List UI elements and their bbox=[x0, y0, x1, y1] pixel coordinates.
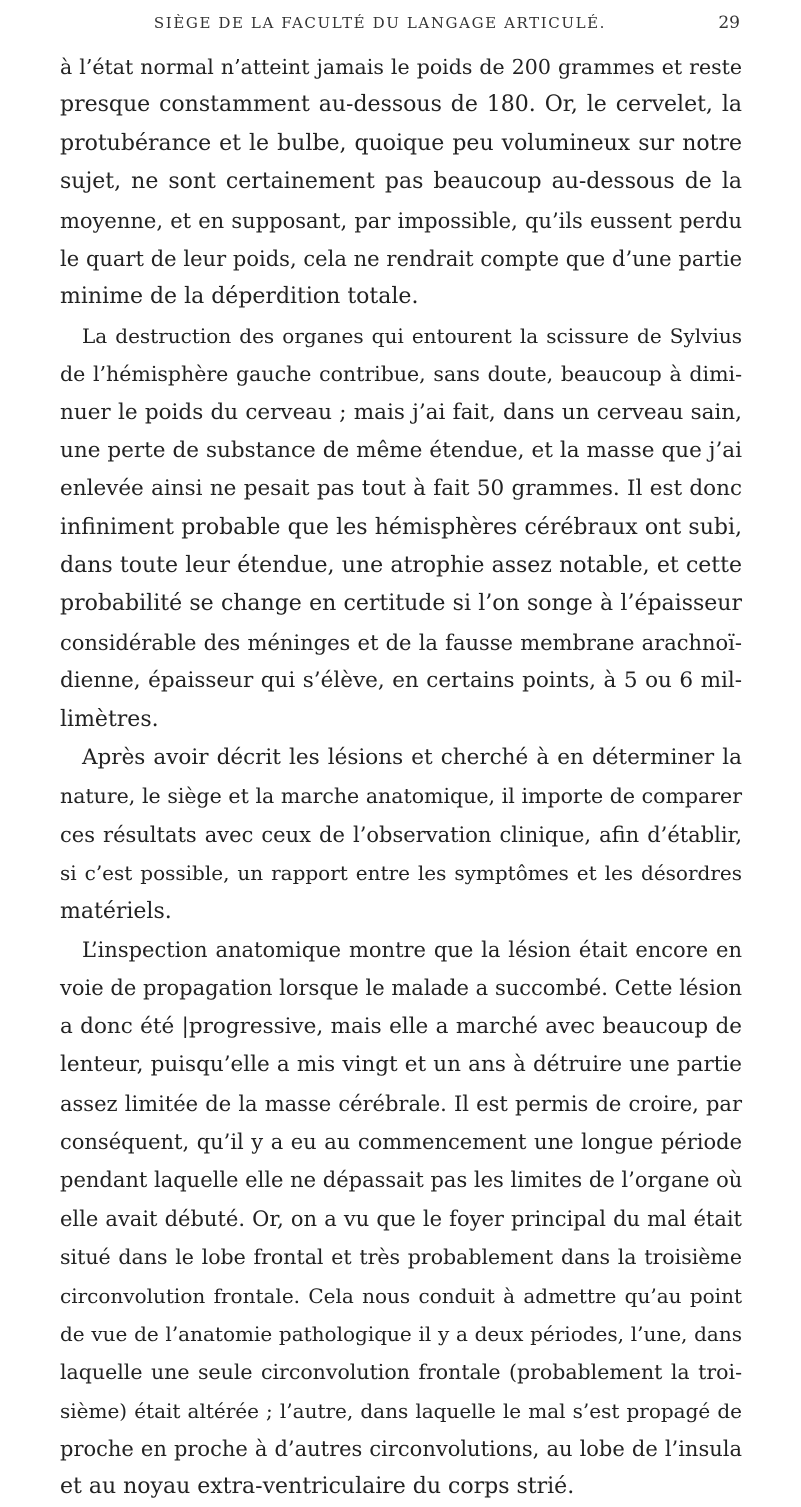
text-line: elle avait débuté. Or, on a vu que le foyer principal du mal était bbox=[60, 1206, 742, 1231]
text-line: protubérance et le bulbe, quoique peu volumineux sur notre bbox=[60, 130, 742, 156]
text-line: une perte de substance de même étendue, et la masse que j’ai bbox=[60, 437, 742, 463]
text-line: considérable des méninges et de la fausse membrane arachnoï- bbox=[60, 630, 742, 655]
text-line: assez limitée de la masse cérébrale. Il est permis de croire, par bbox=[60, 1091, 742, 1116]
text-line: sième) était altérée ; l’autre, dans laquelle le mal s’est propagé de bbox=[60, 1398, 742, 1423]
text-line: limètres. bbox=[60, 706, 159, 732]
text-line: situé dans le lobe frontal et très probablement dans la troisième bbox=[60, 1245, 742, 1270]
text-line: dans toute leur étendue, une atrophie assez notable, et cette bbox=[60, 553, 742, 579]
text-line: et au noyau extra-ventriculaire du corps strié. bbox=[60, 1474, 575, 1500]
text-line: de vue de l’anatomie pathologique il y a deux périodes, l’une, dans bbox=[60, 1321, 742, 1346]
text-line: infiniment probable que les hémisphères cérébraux ont subi, bbox=[60, 514, 742, 540]
text-line: nuer le poids du cerveau ; mais j’ai fait, dans un cerveau sain, bbox=[60, 399, 742, 425]
text-line: matériels. bbox=[60, 898, 172, 924]
text-line: nature, le siège et la marche anatomique, il importe de comparer bbox=[60, 784, 742, 809]
text-line: presque constamment au-dessous de 180. Or, le cervelet, la bbox=[60, 92, 742, 118]
running-title: SIÈGE DE LA FACULTÉ DU LANGAGE ARTICULÉ. bbox=[153, 14, 607, 32]
text-line: probabilité se change en certitude si l’on songe à l’épaisseur bbox=[60, 591, 742, 617]
text-line: si c’est possible, un rapport entre les symptômes et les désordres bbox=[60, 861, 742, 886]
text-line: minime de la déperdition totale. bbox=[60, 284, 419, 310]
text-line: a donc été |progressive, mais elle a marché avec beaucoup de bbox=[60, 1013, 742, 1039]
page-number: 29 bbox=[718, 13, 740, 33]
text-line: conséquent, qu’il y a eu au commencement une longue période bbox=[60, 1129, 742, 1154]
text-line: le quart de leur poids, cela ne rendrait compte que d’une partie bbox=[60, 246, 742, 271]
text-line: circonvolution frontale. Cela nous conduit à admettre qu’au point bbox=[60, 1283, 742, 1308]
text-line: de l’hémisphère gauche contribue, sans doute, beaucoup à dimi- bbox=[60, 362, 742, 387]
text-line: lenteur, puisqu’elle a mis vingt et un ans à détruire une partie bbox=[60, 1052, 742, 1078]
body-text bbox=[60, 48, 742, 1507]
text-line: enlevée ainsi ne pesait pas tout à fait 50 grammes. Il est donc bbox=[60, 476, 742, 502]
text-line: Après avoir décrit les lésions et cherché à en déterminer la bbox=[82, 745, 742, 771]
text-line: à l’état normal n’atteint jamais le poids de 200 grammes et reste bbox=[60, 55, 742, 79]
text-line: moyenne, et en supposant, par impossible, qu’ils eussent perdu bbox=[60, 208, 742, 233]
text-line: L’inspection anatomique montre que la lésion était encore en bbox=[82, 937, 742, 962]
text-line: laquelle une seule circonvolution frontale (probablement la troi- bbox=[60, 1360, 742, 1385]
text-line: ces résultats avec ceux de l’observation clinique, afin d’établir, bbox=[60, 822, 742, 847]
text-line: sujet, ne sont certainement pas beaucoup au-dessous de la bbox=[60, 169, 742, 195]
text-line: pendant laquelle elle ne dépassait pas les limites de l’organe où bbox=[60, 1168, 743, 1193]
text-line: proche en proche à d’autres circonvolutions, au lobe de l’insula bbox=[60, 1437, 742, 1462]
running-head bbox=[60, 14, 740, 44]
text-line: voie de propagation lorsque le malade a succombé. Cette lésion bbox=[60, 976, 742, 1001]
text-line: La destruction des organes qui entourent la scissure de Sylvius bbox=[82, 323, 742, 348]
text-line: dienne, épaisseur qui s’élève, en certains points, à 5 ou 6 mil- bbox=[60, 668, 742, 694]
